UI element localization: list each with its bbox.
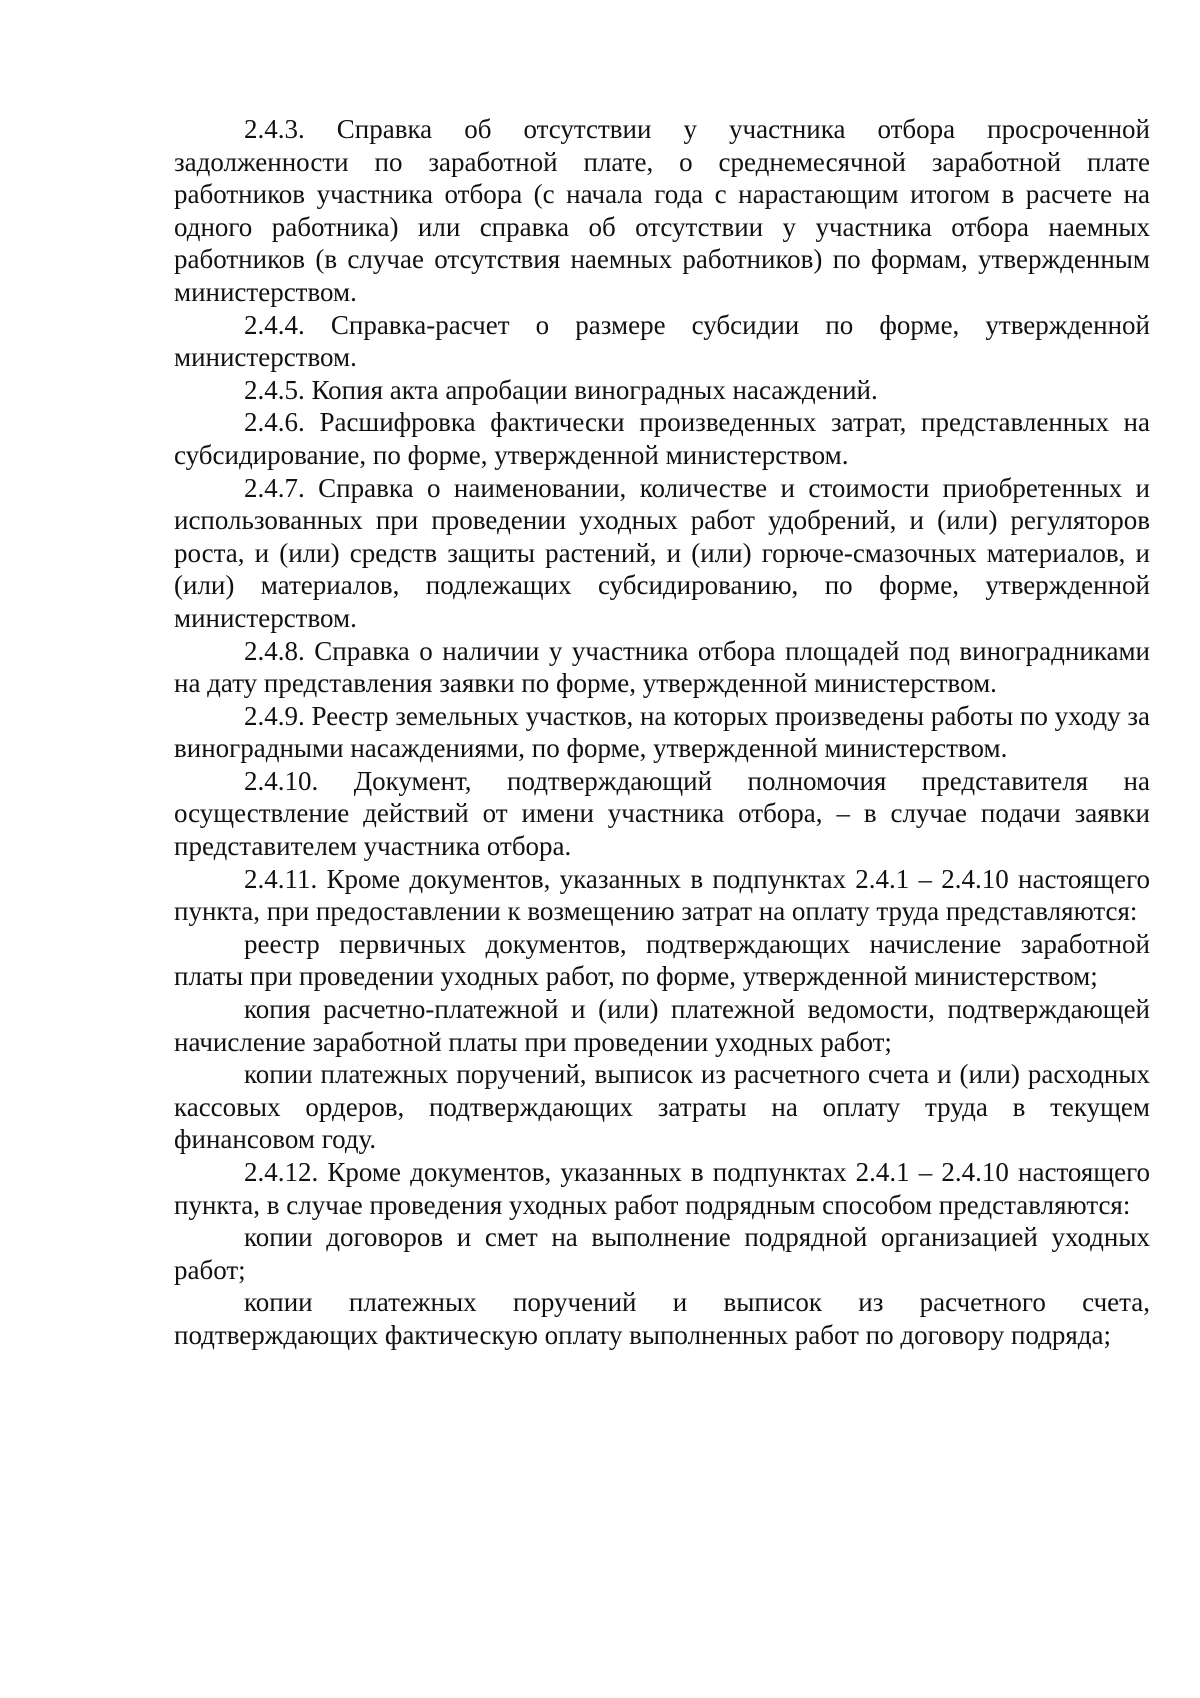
list-item-payment-orders: копии платежных поручений, выписок из расчетного счета и (или) расходных кассовых ордеров, подтверждающих затраты на оплату труда в текущем финансовом году.: [174, 1059, 1150, 1155]
list-item-contract-payments: копии платежных поручений и выписок из расчетного счета, подтверждающих фактическую оплату выполненных работ по договору подряда;: [174, 1287, 1150, 1350]
document-body: [174, 113, 1150, 1352]
paragraph-2-4-3: 2.4.3. Справка об отсутствии у участника отбора просроченной задолженности по заработной плате, о среднемесячной заработной плате работников участника отбора (с начала года с нарастающим итогом в расчете на одного работника) или справка об отсутствии у участника отбора наемных работников (в случае отсутствия наемных работников) по формам, утвержденным министерством.: [174, 114, 1150, 307]
list-item-contracts: копии договоров и смет на выполнение подрядной организацией уходных работ;: [174, 1222, 1150, 1285]
paragraph-2-4-10: 2.4.10. Документ, подтверждающий полномочия представителя на осуществление действий от имени участника отбора, – в случае подачи заявки представителем участника отбора.: [174, 765, 1150, 862]
paragraph-2-4-12: 2.4.12. Кроме документов, указанных в подпунктах 2.4.1 – 2.4.10 настоящего пункта, в случае проведения уходных работ подрядным способом представляются:: [174, 1157, 1150, 1220]
paragraph-2-4-8: 2.4.8. Справка о наличии у участника отбора площадей под виноградниками на дату представления заявки по форме, утвержденной министерством.: [174, 635, 1150, 699]
paragraph-2-4-11: 2.4.11. Кроме документов, указанных в подпунктах 2.4.1 – 2.4.10 настоящего пункта, при предоставлении к возмещению затрат на оплату труда представляются:: [174, 863, 1150, 927]
list-item-payroll-registry: реестр первичных документов, подтверждающих начисление заработной платы при проведении уходных работ, по форме, утвержденной министерством;: [174, 928, 1150, 992]
paragraph-2-4-7: 2.4.7. Справка о наименовании, количестве и стоимости приобретенных и использованных при проведении уходных работ удобрений, и (или) регуляторов роста, и (или) средств защиты растений, и (или) горюче-смазочных материалов, и (или) материалов, подлежащих субсидированию, по форме, утвержденной министерством.: [174, 472, 1150, 633]
list-item-payroll-statement: копия расчетно-платежной и (или) платежной ведомости, подтверждающей начисление заработной платы при проведении уходных работ;: [174, 994, 1150, 1057]
paragraph-2-4-9: 2.4.9. Реестр земельных участков, на которых произведены работы по уходу за виноградными насаждениями, по форме, утвержденной министерством.: [174, 700, 1150, 764]
paragraph-2-4-4: 2.4.4. Справка-расчет о размере субсидии по форме, утвержденной министерством.: [174, 309, 1150, 373]
paragraph-2-4-5: 2.4.5. Копия акта апробации виноградных насаждений.: [244, 374, 878, 405]
paragraph-2-4-6: 2.4.6. Расшифровка фактически произведенных затрат, представленных на субсидирование, по форме, утвержденной министерством.: [174, 407, 1150, 470]
